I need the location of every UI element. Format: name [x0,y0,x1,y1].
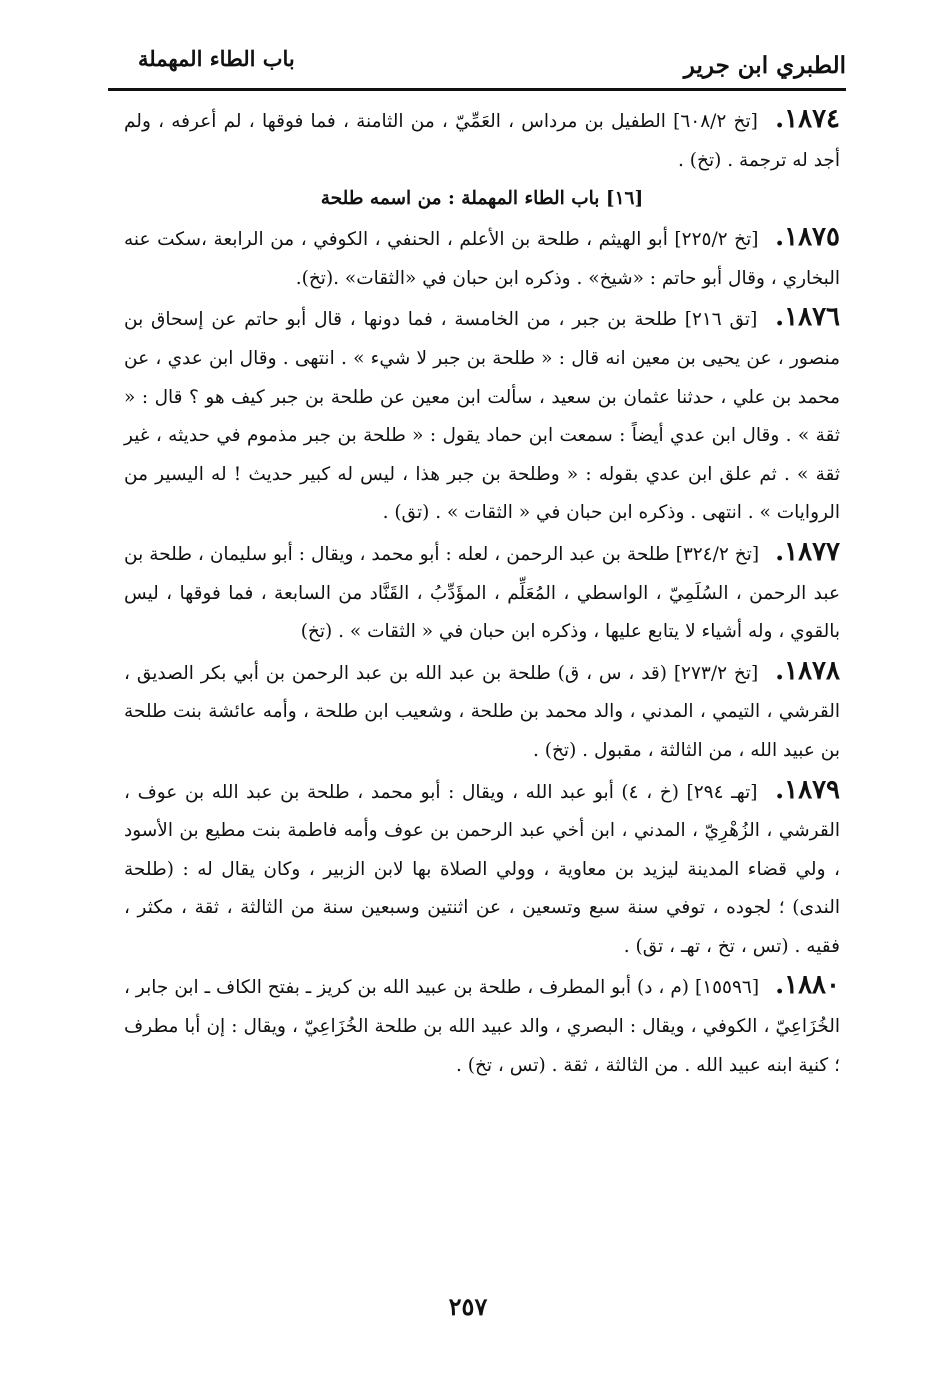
entry-number: ١٨٧٧. [775,536,840,567]
page-body [124,100,840,1085]
section-heading: [١٦] باب الطاء المهملة : من اسمه طلحة [320,188,644,210]
entry-1880 [124,966,840,1085]
entry-number: ١٨٧٩. [775,774,841,805]
entry-text: [تخ ٢٢٥/٢] أبو الهيثم ، طلحة بن الأعلم ، الحنفي ، الكوفي ، من الرابعة ،سكت عنه البخاري ، وقال أبو حاتم : «شيخ» . وذكره ابن حبان في «الثقات» .(تخ). [124,229,840,289]
header-rule [108,88,846,91]
page-number: ٢٥٧ [448,1292,488,1321]
entry-1879 [124,771,840,967]
entry-number: ١٨٨٠. [775,970,840,1001]
entry-number: ١٨٧٥. [775,222,840,253]
header-chapter-title: باب الطاء المهملة [138,46,295,71]
entry-text: [تهـ ٢٩٤] (خ ، ٤) أبو عبد الله ، ويقال : أبو محمد ، طلحة بن عبد الله بن عوف ، القرشي ، الزُهْرِيّ ، المدني ، ابن أخي عبد الرحمن بن عوف وأمه فاطمة بنت مطيع بن الأسود ، ولي قضاء المدينة ليزيد بن معاوية ، وولي الصلاة بها لابن الزبير ، وكان يقال له : (طلحة الندى) ؛ لجوده ، توفي سنة سبع وتسعين ، عن اثنتين وسبعين سنة من الثالثة ، ثقة ، مكثر ، فقيه . (تس ، تخ ، تهـ ، تق) . [124,781,840,957]
entry-number: ١٨٧٤. [775,104,840,134]
entry-text: [تخ ٢٧٣/٢] (قد ، س ، ق) طلحة بن عبد الله بن عبد الرحمن بن أبي بكر الصديق ، القرشي ، التيمي ، المدني ، والد محمد بن طلحة ، وشعيب ابن طلحة ، وأمه عائشة بنت طلحة بن عبيد الله ، من الثالثة ، مقبول . (تخ) . [124,662,840,761]
entry-1878 [124,652,840,771]
entry-text: [١٥٥٩٦] (م ، د) أبو المطرف ، طلحة بن عبيد الله بن كريز ـ بفتح الكاف ـ ابن جابر ، الخُزَاعِيّ ، الكوفي ، ويقال : البصري ، والد عبيد الله بن طلحة الخُزَاعِيّ ، ويقال : إن أبا مطرف ؛ كنية ابنه عبيد الله . من الثالثة ، ثقة . (تس ، تخ) . [124,977,840,1076]
running-header [108,38,846,90]
header-book-title: الطبري ابن جرير [683,52,846,79]
entry-text: [تخ ٣٢٤/٢] طلحة بن عبد الرحمن ، لعله : أبو محمد ، ويقال : أبو سليمان ، طلحة بن عبد الرحمن ، السُلَمِيّ ، الواسطي ، المُعَلِّم ، المؤَدِّبُ ، القَنَّاد من السابعة ، فما فوقها ، ليس بالقوي ، وله أشياء لا يتابع عليها ، وذكره ابن حبان في « الثقات » . (تخ) [124,543,840,643]
entry-1877 [124,533,840,652]
entry-number: ١٨٧٦. [775,302,840,333]
entry-text: [تق ٢١٦] طلحة بن جبر ، من الخامسة ، فما دونها ، قال أبو حاتم عن إسحاق بن منصور ، عن يحيى بن معين انه قال : « طلحة بن جبر لا شيء » . انتهى . وقال ابن عدي ، عن محمد بن علي ، حدثنا عثمان بن سعيد ، سألت ابن معين عن طلحة بن جبر كيف هو ؟ قال : « ثقة » . وقال ابن عدي أيضاً : سمعت ابن حماد يقول : « طلحة بن جبر مذموم في حديثه ، غير ثقة » . ثم علق ابن عدي بقوله : « وطلحة بن جبر هذا ، ليس له كبير حديث ! له اليسير من الروايات » . انتهى . وذكره ابن حبان في « الثقات » . (تق) . [124,309,840,524]
entry-1874 [124,100,840,180]
entry-number: ١٨٧٨. [775,655,840,686]
entry-1875 [124,218,840,298]
entry-text: [تخ ٦٠٨/٢] الطفيل بن مرداس ، العَمِّيّ ، من الثامنة ، فما فوقها ، لم أعرفه ، ولم أجد له ترجمة . (تخ) . [124,111,840,171]
entry-1876 [124,298,840,533]
